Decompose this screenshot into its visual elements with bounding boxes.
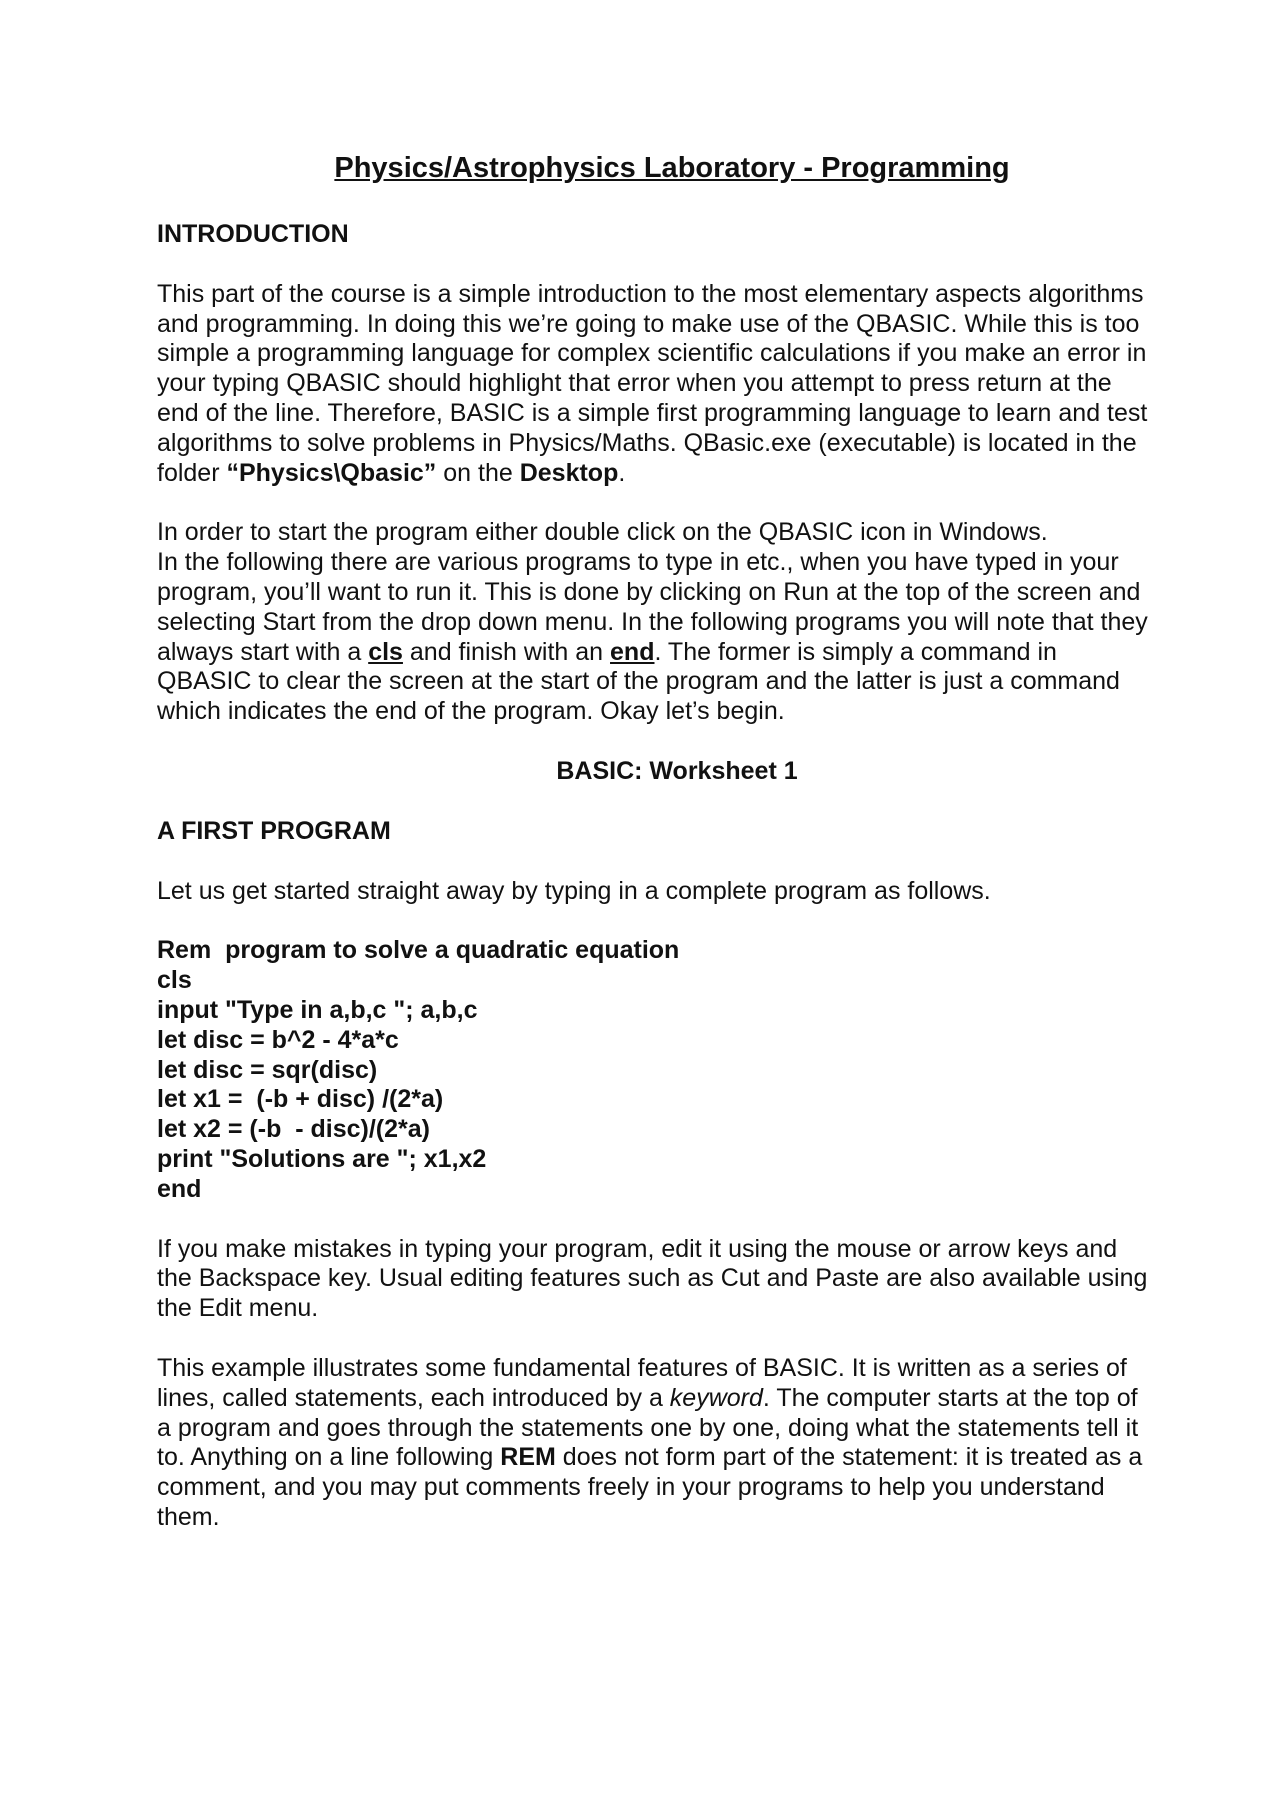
editing-paragraph: If you make mistakes in typing your program, edit it using the mouse or arrow keys and the Backspace key. Usual editing features such as Cut and Paste are also available using the Edit menu. bbox=[157, 1234, 1148, 1323]
first-program-heading: A FIRST PROGRAM bbox=[157, 816, 391, 845]
code-line: let x1 = (-b + disc) /(2*a) bbox=[157, 1085, 444, 1114]
intro-p1-folder: “Physics\Qbasic” bbox=[226, 458, 437, 487]
lead-paragraph: Let us get started straight away by typing in a complete program as follows. bbox=[157, 876, 991, 905]
intro-p2-line1: In order to start the program either double click on the QBASIC icon in Windows. bbox=[157, 518, 1048, 547]
worksheet-heading: BASIC: Worksheet 1 bbox=[556, 756, 798, 785]
code-line: let x2 = (-b - disc)/(2*a) bbox=[157, 1115, 430, 1144]
end-keyword: end bbox=[610, 637, 655, 666]
intro-p1-desktop: Desktop bbox=[519, 458, 619, 487]
code-line: let disc = b^2 - 4*a*c bbox=[157, 1025, 399, 1054]
document-page bbox=[157, 150, 1157, 1563]
code-listing bbox=[157, 936, 1157, 1204]
code-line: Rem program to solve a quadratic equation bbox=[157, 936, 680, 965]
code-line: end bbox=[157, 1174, 202, 1203]
code-line: input "Type in a,b,c "; a,b,c bbox=[157, 995, 478, 1024]
rem-keyword: REM bbox=[500, 1443, 556, 1472]
code-line: print "Solutions are "; x1,x2 bbox=[157, 1144, 487, 1173]
introduction-heading: INTRODUCTION bbox=[157, 220, 349, 248]
intro-paragraph-1 bbox=[157, 280, 1157, 489]
features-start: This example illustrates some fundamental features of BASIC. It is written as a series of lines, called statements, each introduced by a bbox=[157, 1353, 1127, 1412]
intro-p2-rest: . The former is simply a command in QBASIC to clear the screen at the start of the program and the latter is just a command which indicates the end of the program. Okay let’s begin. bbox=[157, 637, 1120, 726]
intro-paragraph-2 bbox=[157, 518, 1157, 727]
intro-p1-end: . bbox=[618, 458, 626, 487]
intro-p1-mid: on the bbox=[436, 458, 520, 487]
features-paragraph bbox=[157, 1354, 1157, 1533]
cls-keyword: cls bbox=[368, 637, 403, 666]
features-end: does not form part of the statement: it is treated as a comment, and you may put comments freely in your programs to help you understand them. bbox=[157, 1443, 1143, 1531]
intro-p2-text: In the following there are various programs to type in etc., when you have typed in your program, you’ll want to run it. This is done by clicking on Run at the top of the screen and selecting Start from the drop down menu. In the following programs you will note that they always start with a bbox=[157, 548, 1148, 666]
code-line: let disc = sqr(disc) bbox=[157, 1055, 378, 1084]
intro-p1-text: This part of the course is a simple introduction to the most elementary aspects algorithms and programming. In doing this we’re going to make use of the QBASIC. While this is too simple a programming language for complex scientific calculations if you make an error in your typing QBASIC should highlight that error when you attempt to press return at the end of the line. Therefore, BASIC is a simple first programming language to learn and test algorithms to solve problems in Physics/Maths. QBasic.exe (executable) is located in the folder bbox=[157, 279, 1148, 487]
features-mid: . The computer starts at the top of a program and goes through the statements one by one, doing what the statements tell it to. Anything on a line following bbox=[157, 1383, 1139, 1472]
code-line: cls bbox=[157, 966, 192, 995]
keyword-term: keyword bbox=[669, 1383, 763, 1412]
intro-p2-mid: and finish with an bbox=[402, 637, 611, 666]
document-title: Physics/Astrophysics Laboratory - Programming bbox=[334, 152, 1010, 184]
